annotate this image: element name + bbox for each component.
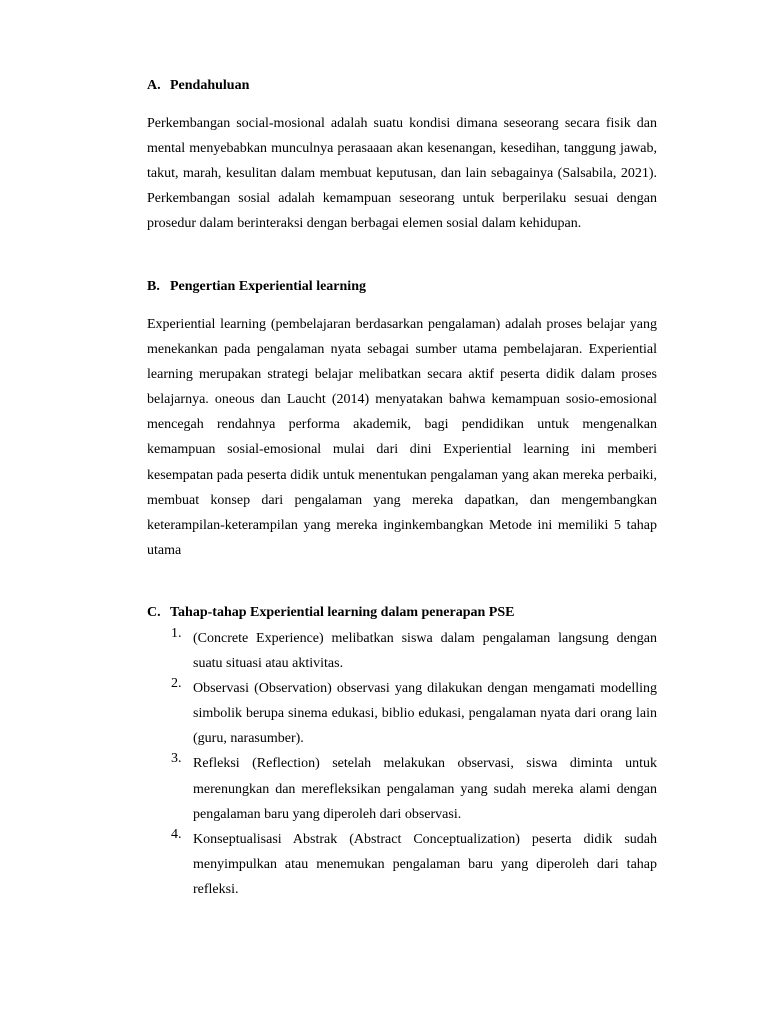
list-item <box>147 626 657 676</box>
list-item-text: Konseptualisasi Abstrak (Abstract Conceptualization) peserta didik sudah menyimpulkan atau menemukan pengalaman baru yang diperoleh dari tahap refleksi. <box>193 831 657 897</box>
list-item-number: 4. <box>171 826 182 842</box>
list-item-text: Observasi (Observation) observasi yang dilakukan dengan mengamati modelling simbolik berupa sinema edukasi, biblio edukasi, pengalaman nyata dari orang lain (guru, narasumber). <box>193 681 657 747</box>
section-b-heading <box>147 278 366 296</box>
section-c-number: C. <box>147 605 161 620</box>
section-b-number: B. <box>147 279 160 294</box>
stages-list <box>147 626 657 902</box>
section-b-paragraph: Experiential learning (pembelajaran berdasarkan pengalaman) adalah proses belajar yang menekankan pada pengalaman nyata sebagai sumber utama pembelajaran. Experiential learning merupakan strategi belajar melibatkan secara aktif peserta didik dalam proses belajarnya. oneous dan Laucht (2014) menyatakan bahwa kemampuan sosio-emosional mencegah rendahnya performa akademik, bagi pendidikan untuk mengenalkan kemampuan sosial-emosional mulai dari dini Experiential learning ini memberi kesempatan pada peserta didik untuk menentukan pengalaman yang akan mereka perbaiki, membuat konsep dari pengalaman yang mereka dapatkan, dan mengembangkan keterampilan-keterampilan yang mereka inginkembangkan Metode ini memiliki 5 tahap utama <box>147 317 657 558</box>
list-item-number: 2. <box>171 676 182 692</box>
list-item-number: 1. <box>171 626 182 641</box>
section-a-number: A. <box>147 78 161 93</box>
section-a-heading <box>147 77 249 95</box>
section-a-paragraph: Perkembangan social-mosional adalah suatu kondisi dimana seseorang secara fisik dan mental menyebabkan munculnya perasaaan akan kesenangan, kesedihan, tanggung jawab, takut, marah, kesulitan dalam membuat keputusan, dan lain sebagainya (Salsabila, 2021). Perkembangan sosial adalah kemampuan seseorang untuk berperilaku sesuai dengan prosedur dalam berinteraksi dengan berbagai elemen sosial dalam kehidupan. <box>147 116 657 232</box>
list-item-text: Refleksi (Reflection) setelah melakukan observasi, siswa diminta untuk merenungkan dan merefleksikan pengalaman yang sudah mereka alami dengan pengalaman baru yang diperoleh dari observasi. <box>193 756 657 822</box>
list-item-text: (Concrete Experience) melibatkan siswa dalam pengalaman langsung dengan suatu situasi atau aktivitas. <box>193 631 657 672</box>
list-item <box>147 827 657 902</box>
section-b-title: Pengertian Experiential learning <box>170 279 366 294</box>
section-a-title: Pendahuluan <box>170 78 250 93</box>
list-item <box>147 676 657 751</box>
section-c-heading <box>147 604 514 622</box>
list-item <box>147 751 657 826</box>
list-item-number: 3. <box>171 751 182 767</box>
section-c-title: Tahap-tahap Experiential learning dalam penerapan PSE <box>170 605 515 620</box>
